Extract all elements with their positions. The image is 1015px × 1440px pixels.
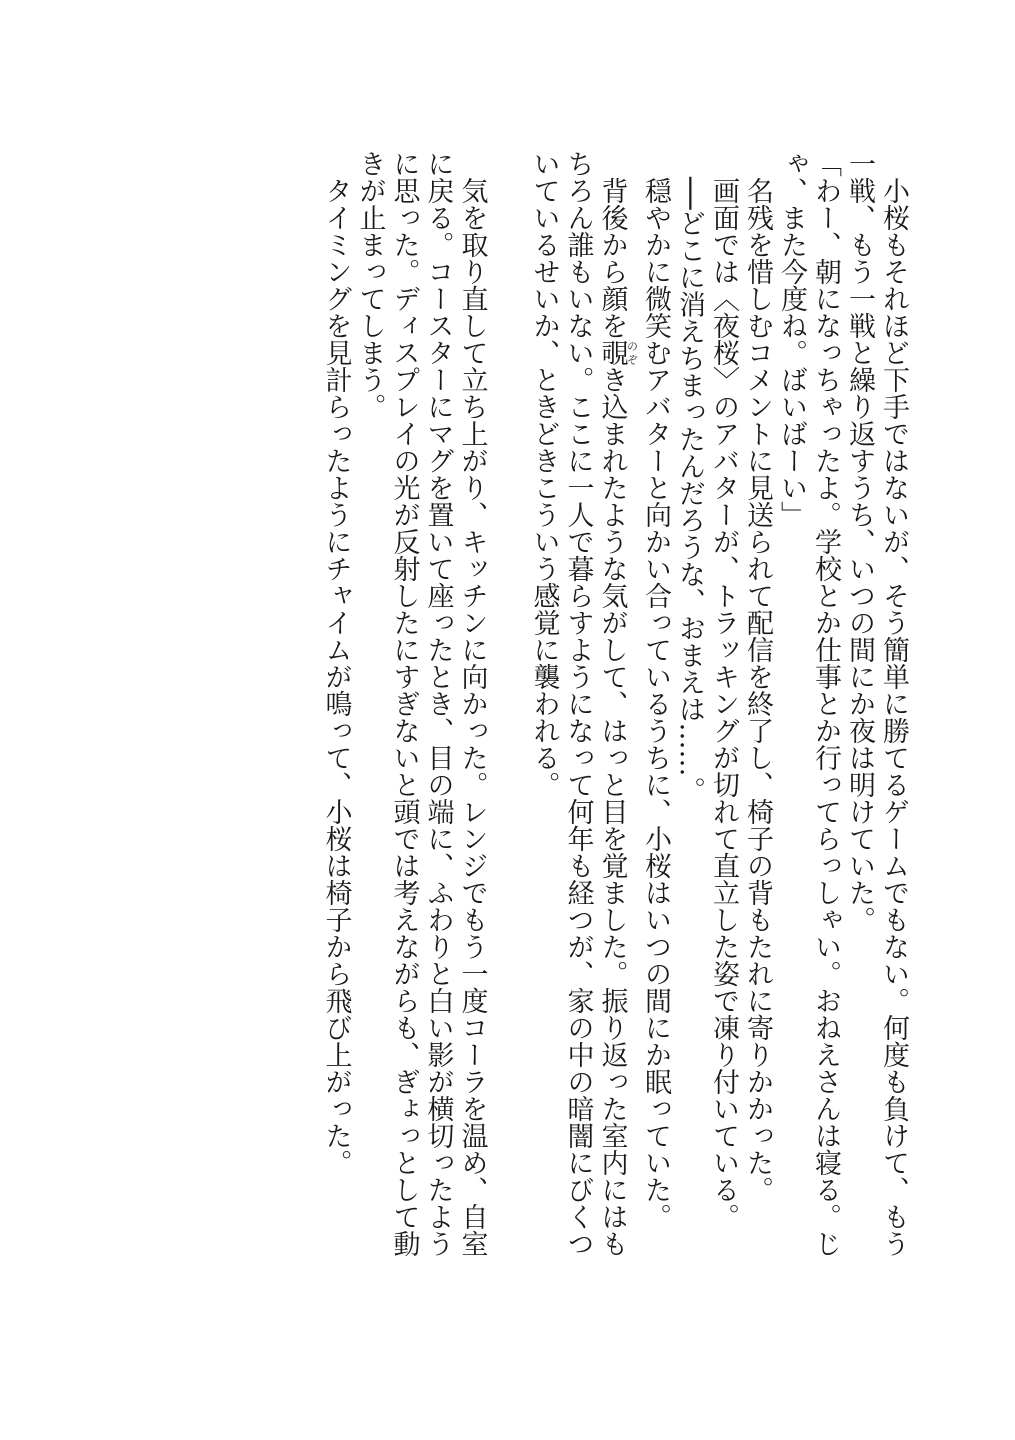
paragraph-7: 背後から顔を覗のぞき込まれたような気がして、はっと目を覚ました。振り返った室内にはもちろん誰もいない。ここに一人で暮らすようになって何年も経つが、家の中の暗闇にびくついているせいか、ときどきこういう感覚に襲われる。 [528, 150, 639, 1257]
paragraph-5: ──どこに消えちまったんだろうな、おまえは……。 [674, 150, 705, 804]
paragraph-3: 名残を惜しむコメントに見送られて配信を終了し、椅子の背もたれに寄りかかった。 [742, 150, 773, 1203]
paragraph-8: 気を取り直して立ち上がり、キッチンに向かった。レンジでもう一度コーラを温め、自室に戻る。コースターにマグを置いて座ったとき、目の端に、ふわりと白い影が横切ったように思った。ディスプレイの光が反射したにすぎないと頭では考えながらも、ぎょっとして動きが止まってしまう。 [354, 150, 488, 1257]
paragraph-6: 穏やかに微笑むアバターと向かい合っているうちに、小桜はいつの間にか眠っていた。 [640, 150, 671, 1230]
paragraph-2: 「わー、朝になっちゃったよ。学校とか仕事とか行ってらっしゃい。おねえさんは寝る。じゃ、また今度ね。ばいばーい」 [776, 150, 841, 1257]
vertical-text-body [140, 150, 910, 1270]
paragraph-1: 小桜もそれほど下手ではないが、そう簡単に勝てるゲームでもない。何度も負けて、もう一戦、もう一戦と繰り返すうち、いつの間にか夜は明けていた。 [844, 150, 909, 1257]
ruby-annotation: 覗のぞ [596, 339, 639, 366]
paragraph-4: 画面では〈夜桜〉のアバターが、トラッキングが切れて直立した姿で凍り付いている。 [708, 150, 739, 1230]
ruby-reading: のぞ [625, 339, 639, 366]
paragraph-9: タイミングを見計らったようにチャイムが鳴って、小桜は椅子から飛び上がった。 [320, 150, 352, 1176]
